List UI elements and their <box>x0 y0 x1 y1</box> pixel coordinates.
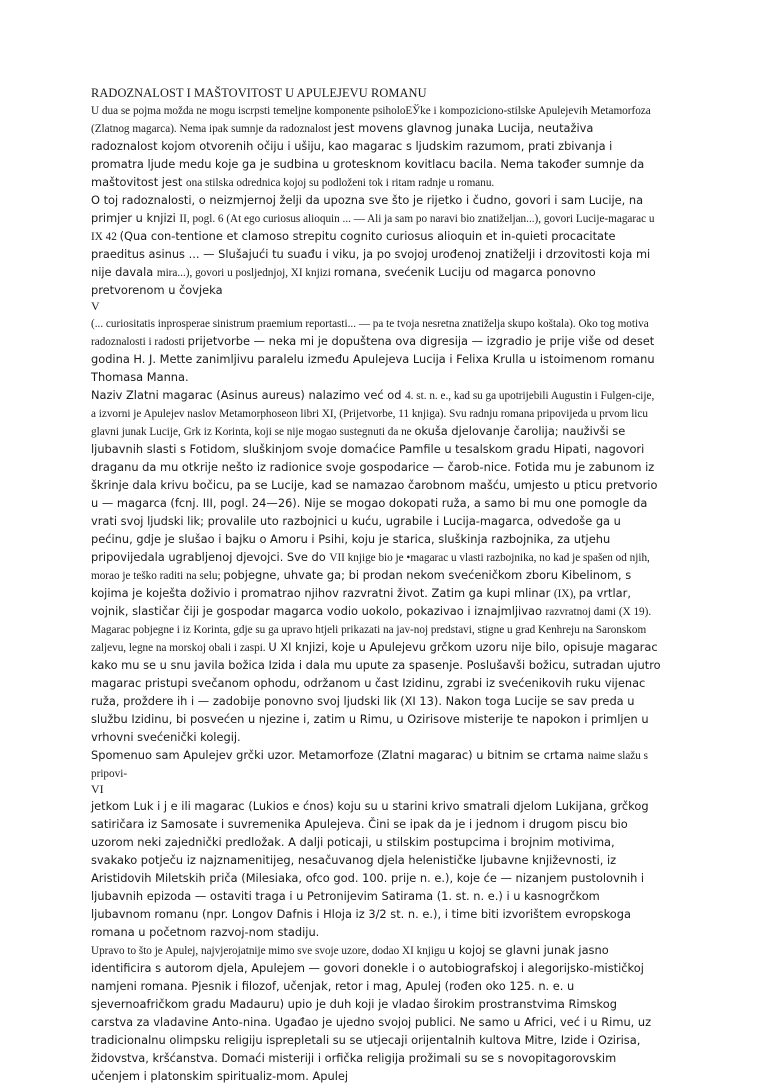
text-run: ona stilska odrednica kojoj su podloženi tok i ritam radnje u romanu. <box>186 177 495 189</box>
text-block-2 <box>91 314 661 782</box>
paragraph <box>91 191 661 299</box>
text-run: naime slažu s pripovi- <box>91 749 648 780</box>
text-run: razvratnoj dami (X 19). Magarac pobjegne i iz Korinta, gdje su ga upravo htjeli prikazati na jav-noj predstavi, stigne u grad Kenhreju na Saronskom zaljevu, legne na morskoj obali i zaspi. <box>91 605 652 654</box>
text-block-3 <box>91 797 661 1085</box>
text-run: Spomenuo sam Apulejev grčki uzor. Metamorfoze (Zlatni magarac) u bitnim se crtama <box>91 747 588 762</box>
page-marker-v: V <box>91 299 100 313</box>
text-run: (Qua con-tentione et clamoso strepitu cognito curiosus alioquin et in-quieti procacitate praeditus asinus ... — Slušajući tu suađu i viku, ja po svojoj urođenoj znatiželji i drzovitosti koja mi nije davala <box>91 229 651 279</box>
text-run: u kojoj se glavni junak jasno identificira s autorom djela, Apulejem — govori donekle i o autobiografskoj i alegorijsko-mističkoj namjeni romana. Pjesnik i filozof, učenjak, retor i mag, Apulej (rođen oko 125. n. e. u sjevernoafričkom gradu Madauru) upio je duh koji je vladao širokim prostranstvima Rimskog carstva za vladavine Anto-nina. Ugađao je ujedno svojoj publici. Ne samo u Africi, već i u Rimu, uz tradicionalnu olimpsku religiju isprepletali su se utjecaji orijentalnih kultova Mitre, Izide i Ozirisa, židovstva, kršćanstva. Domaći misteriji i orfička religija prožimali su se s novopitagorovskim učenjem i platonskim spiritualiz-mom. Apulej <box>91 942 652 1083</box>
paragraph <box>91 101 661 191</box>
text-run: (... curiositatis inprosperae sinistrum praemium reportasti... — pa te tvoja nesretna znatiželja skupo koštala). Oko tog motiva radoznalosti i radosti <box>91 317 649 348</box>
text-run: Naziv Zlatni magarac (Asinus aureus) nalazimo već od <box>91 387 406 402</box>
text-run: prijetvorbe — neka mi je dopuštena ova digresija — izgradio je prije više od deset godina H. J. Mette zanimljivu paralelu između Apulejeva Lucija i Felixa Krulla u istoimenom romanu Thomasa Manna. <box>91 333 655 384</box>
text-run: pobjegne, uhvate ga; bi prodan nekom svećeničkom zboru Kibelinom, s kojima je koješta doživio i promatrao njihov razvratni život. Zatim ga kupi mlinar <box>91 567 632 600</box>
text-run: romana, svećenik Luciju od magarca ponovno pretvorenom u čovjeka <box>91 265 596 297</box>
text-run: pa vrtlar, vojnik, slastičar čiji je gospodar magarca vodio uokolo, pokazivao i iznajmljivao <box>91 585 631 618</box>
text-run: 4. st. n. e., kad su ga upotrijebili Augustin i Fulgen-cije, a izvorni je Apulejev naslov Metamorphoseon libri XI, (Prijetvorbe, 11 knjiga). Svu radnju romana pripovijeda u prvom licu glavni junak Lucije, Grk iz Korinta, koji se nije mogao sustegnuti da ne <box>91 389 655 438</box>
paragraph <box>91 941 661 1085</box>
paragraph <box>91 797 661 941</box>
text-run: (IX), <box>553 587 579 600</box>
paragraph <box>91 386 661 746</box>
paragraph <box>91 746 661 782</box>
text-run: U dua se pojma možda ne mogu iscrpsti temeljne komponente psiholoЕЎke i kompoziciono-stilske Apulejevih Metamorfoza (Zlatnog magarca). <box>91 105 651 135</box>
text-run: mira...), govori u posljednjoj, XI knjizi <box>156 267 334 279</box>
text-run: VII knjige bio je •magarac u vlasti razbojnika, no kad je spašen od njih, morao je teško raditi na selu; <box>91 551 650 582</box>
text-run: Nema ipak sumnje da radoznalost <box>179 123 334 135</box>
document-title: RADOZNALOST I MAŠTOVITOST U APULEJEVU ROMANU <box>91 86 427 100</box>
text-column <box>91 86 661 1085</box>
text-run: okuša djelovanje čarolija; nauživši se ljubavnih slasti s Fotidom, sluškinjom svoje domaćice Pamfile u tesalskom gradu Hipati, nagovori draganu da mu otkrije nešto iz radionice svoje gospodarice — čarob-nice. Fotida mu je zabunom iz škrinje dala krivu bočicu, pa se Lucije, kad se namazao čarobnom mašću, umjesto u pticu pretvorio u — magarca (fcnj. III, pogl. 24—26). Nije se mogao dokopati ruža, a samo bi mu one pomogle da vrati svoj ljudski lik; provalile uto razbojnici u kuću, ugrabile i Lucija-magarca, odvedoše ga u pećinu, gdje je slušao i bajku o Amoru i Psihi, koju je starica, sluškinja razbojnika, za utjehu pripovijedala ugrabljenoj djevojci. Sve do <box>91 423 658 564</box>
text-run: O toj radoznalosti, o neizmjernoj želji da upozna sve što je rijetko i čudno, govori i sam Lucije, na primjer u knjizi <box>91 193 644 225</box>
text-run: Upravo to što je Apulej, najvjerojatnije mimo sve svoje uzore, dodao XI knjigu <box>91 944 448 957</box>
text-block-1 <box>91 101 661 299</box>
text-run: jest movens glavnog junaka Lucija, neutaživa radoznalost kojom otvorenih očiju i ušiju, kao magarac s ljudskim razumom, prati zbivanja i promatra ljude medu koje ga je sudbina u grotesknom kovitlacu bacila. Nema također sumnje da maštovitost jest <box>91 121 645 189</box>
text-run: U XI knjizi, koje u Apulejevu grčkom uzoru nije bilo, opisuje magarac kako mu se u snu javila božica Izida i dala mu upute za spasenje. Poslušavši božicu, sutradan ujutro magarac pristupi svečanom ophodu, održanom u čast Izidinu, zgrabi iz svećenikovih ruku vijenac ruža, proždere ih i — zadobije ponovno svoj ljudski lik (XI 13). Nakon toga Lucije se sav preda u službu Izidinu, bi posvećen u njezine i, zatim u Rimu, u Ozirisove misterije te napokon i primljen u vrhovni svećenički kolegij. <box>91 639 661 744</box>
paragraph <box>91 314 661 386</box>
text-run: jetkom Luk i j e ili magarac (Lukios e ćnos) koju su u starini krivo smatrali djelom Lukijana, grčkog satiričara iz Samosate i suvremenika Apulejeva. Čini se ipak da je i jednom i drugom piscu bio uzorom neki zajednički predložak. A dalji poticaji, u stilskim postupcima i brojnim motivima, svakako potječu iz najznamenitijeg, nesačuvanog djela helenističke ljubavne književnosti, iz Aristidovih Miletskih priča (Milesiaka, ofco god. 100. prije n. e.), koje će — nizanjem pustolovnih i ljubavnih epizoda — ostaviti traga i u Petronijevim Satirama (1. st. n. e.) i u kasnogrčkom ljubavnom romanu (npr. Longov Dafnis i Hloja iz 3/2 st. n. e.), i time biti izvorištem evropskoga romana u početnom razvoj-nom stadiju. <box>91 798 649 939</box>
text-run: II, pogl. 6 (At ego curiosus alioquin ... — Ali ja sam po naravi bio znatiželjan...), govori Lucije-magarac u IX 42 <box>91 213 655 243</box>
page-marker-vi: VI <box>91 781 104 796</box>
